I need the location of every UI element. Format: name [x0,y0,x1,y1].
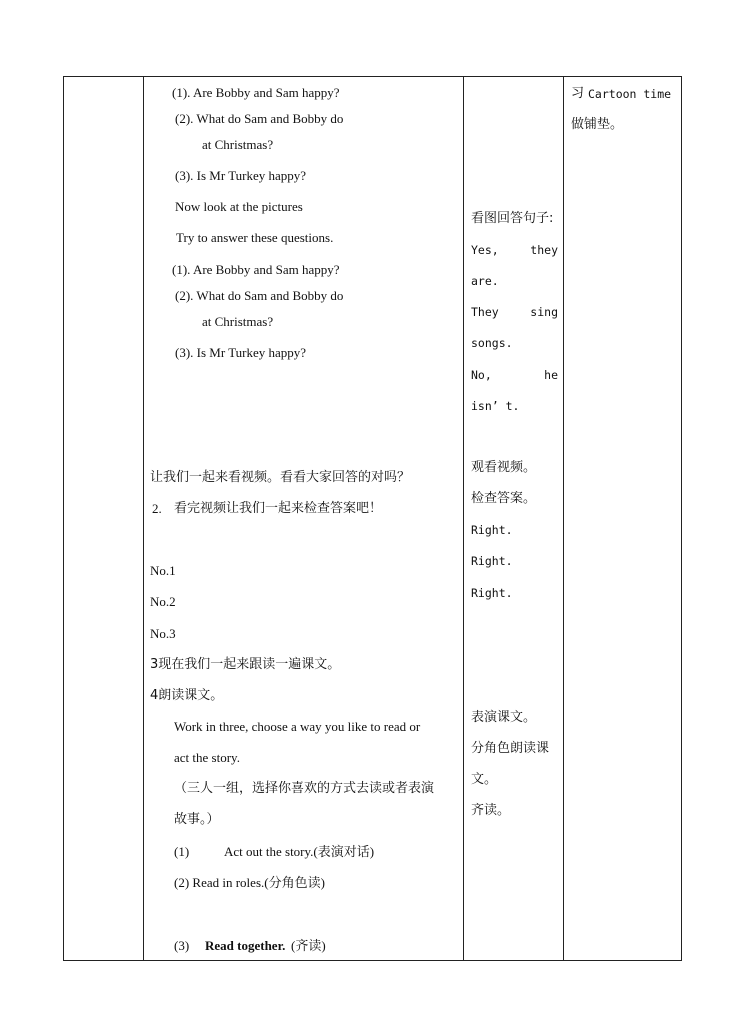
option-1-number: (1) [174,844,190,859]
option-3-chinese: (齐读) [291,938,326,953]
check-answer-activity: 检查答案。 [471,491,537,506]
question-2-line-1: (2). What do Sam and Bobby do [175,111,344,126]
role-reading-line-2: 文。 [471,772,498,787]
lesson-plan-table [63,76,682,961]
right-3: Right. [471,586,513,600]
option-2-text: (2) Read in roles.(分角色读) [174,875,325,890]
repeat-question-3: (3). Is Mr Turkey happy? [175,345,307,360]
option-3-text: Read together. [205,938,286,953]
answer-3-line-2: isn’ t. [471,399,520,413]
answer-2-line-2: songs. [471,336,513,350]
try-instruction: Try to answer these questions. [176,230,334,245]
answer-no-1: No.1 [150,563,176,578]
option-1-text: Act out the story.(表演对话) [224,844,375,859]
answer-no-3: No.3 [150,626,176,641]
question-2-line-2: at Christmas? [202,137,274,152]
look-answer-label: 看图回答句子: [471,211,554,226]
answer-1-line-1: Yes, they [471,243,558,257]
chinese-instruction-line-1: （三人一组，选择你喜欢的方式去读或者表演 [174,781,435,796]
question-1: (1). Are Bobby and Sam happy? [172,85,340,100]
repeat-question-2-line-1: (2). What do Sam and Bobby do [175,288,344,303]
work-in-three-line-1: Work in three, choose a way you like to read or [174,719,421,734]
intent-cartoon-time: Cartoon time [588,87,672,101]
look-instruction: Now look at the pictures [175,199,303,214]
student-activity-cell [464,77,563,960]
right-2: Right. [471,554,513,568]
watch-video-prompt: 让我们一起来看视频。看看大家回答的对吗？ [150,470,411,485]
step-4-text: 4朗读课文。 [150,688,224,703]
answer-2-line-1: They sing [471,305,558,319]
intent-prefix: 习 [571,86,585,101]
intent-line-2: 做铺垫。 [571,117,624,132]
work-in-three-line-2: act the story. [174,750,240,765]
answer-3-line-1: No, he [471,368,558,382]
role-reading-line-1: 分角色朗读课 [471,741,550,756]
watch-video-activity: 观看视频。 [471,460,537,475]
answer-no-2: No.2 [150,594,176,609]
step-2-text: 看完视频让我们一起来检查答案吧！ [174,501,383,516]
step-2-number: 2. [152,501,162,516]
answer-1-line-2: are. [471,274,499,288]
right-1: Right. [471,523,513,537]
repeat-question-1: (1). Are Bobby and Sam happy? [172,262,340,277]
chinese-instruction-line-2: 故事。） [174,812,220,827]
option-3-number: (3) [174,938,190,953]
perform-text-activity: 表演课文。 [471,710,537,725]
design-intent-cell [564,77,681,960]
repeat-question-2-line-2: at Christmas? [202,314,274,329]
step-3-text: 3现在我们一起来跟读一遍课文。 [150,657,341,672]
read-together-activity: 齐读。 [471,803,511,818]
question-3: (3). Is Mr Turkey happy? [175,168,307,183]
teaching-process-cell [144,77,463,960]
